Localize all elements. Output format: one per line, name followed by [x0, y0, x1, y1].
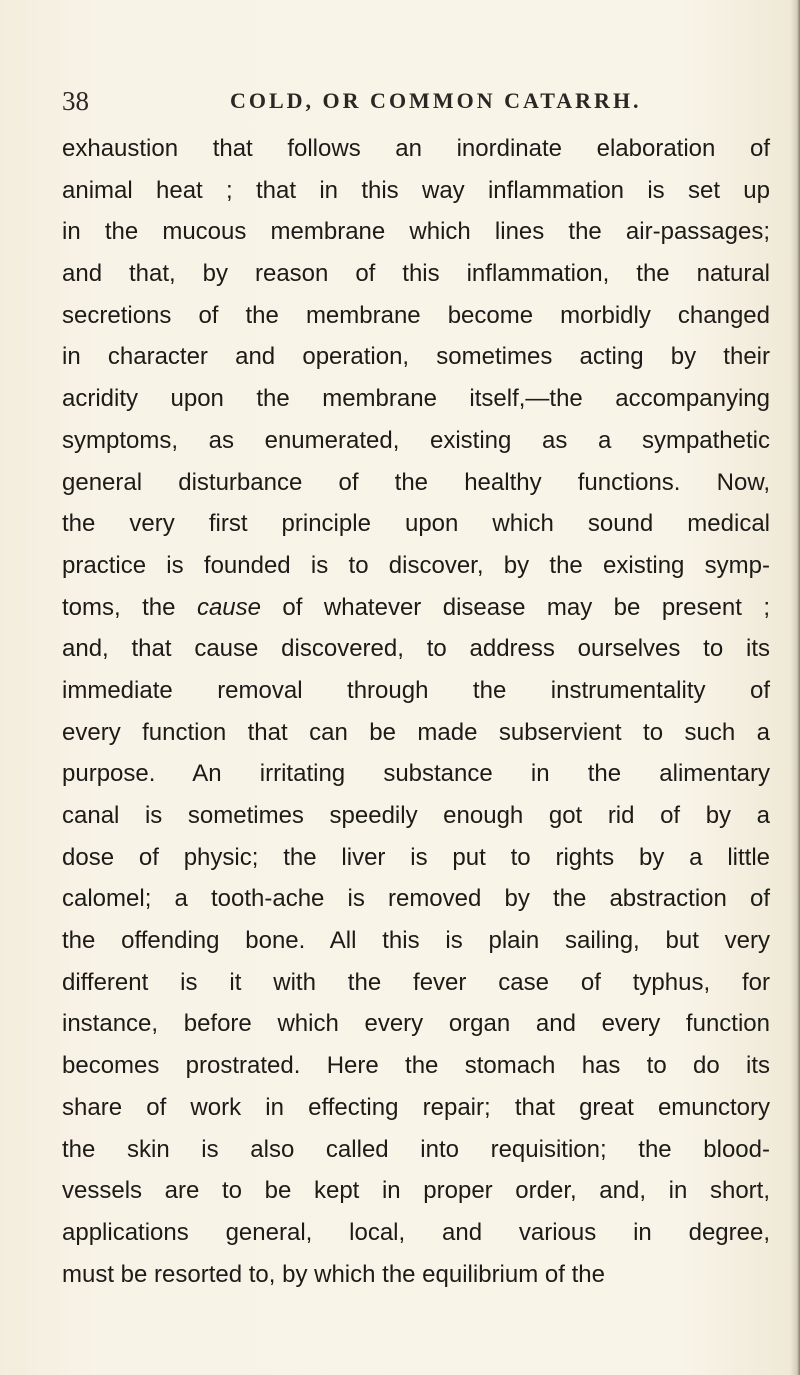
text-line: and that, by reason of this inflammation, the natural — [62, 260, 770, 288]
text-line: applications general, local, and various in degree, — [62, 1218, 770, 1246]
text-line: the very first principle upon which sound medical — [62, 510, 770, 538]
body-text — [62, 128, 770, 1295]
text-line: the offending bone. All this is plain sailing, but very — [62, 927, 770, 955]
text-line: becomes prostrated. Here the stomach has to do its — [62, 1052, 770, 1080]
text-line: practice is founded is to discover, by the existing symp- — [62, 551, 770, 579]
text-line: and, that cause discovered, to address ourselves to its — [62, 635, 770, 663]
text-line: canal is sometimes speedily enough got rid of by a — [62, 802, 770, 829]
text-line: share of work in effecting repair; that great emunctory — [62, 1093, 770, 1121]
text-line: acridity upon the membrane itself,—the accompanying — [62, 385, 770, 413]
emphasized-word: cause — [196, 593, 261, 621]
text-line: must be resorted to, by which the equilibrium of the — [62, 1260, 605, 1288]
text-line: general disturbance of the healthy functions. Now, — [62, 468, 770, 496]
text-line: the skin is also called into requisition; the blood- — [62, 1135, 770, 1163]
text-line: immediate removal through the instrumentality of — [62, 676, 770, 704]
page-number: 38 — [62, 86, 89, 116]
running-head — [62, 86, 762, 120]
page-edge-shadow — [790, 0, 800, 1375]
running-title: COLD, OR COMMON CATARRH. — [230, 88, 642, 113]
line-segment: toms, the — [62, 593, 197, 621]
text-line: calomel; a tooth-ache is removed by the abstraction of — [62, 885, 770, 913]
text-line: dose of physic; the liver is put to rights by a little — [62, 843, 770, 871]
text-line: different is it with the fever case of typhus, for — [62, 968, 770, 996]
text-line: in character and operation, sometimes acting by their — [62, 343, 770, 371]
text-line: animal heat ; that in this way inflammation is set up — [62, 176, 770, 204]
text-line: every function that can be made subservient to such a — [62, 718, 770, 746]
text-line — [62, 587, 770, 629]
text-line: purpose. An irritating substance in the alimentary — [62, 760, 770, 788]
text-line: secretions of the membrane become morbidly changed — [62, 301, 770, 329]
text-line: exhaustion that follows an inordinate elaboration of — [62, 135, 770, 162]
text-line: in the mucous membrane which lines the air-passages; — [62, 218, 770, 246]
text-line: symptoms, as enumerated, existing as a sympathetic — [62, 426, 770, 454]
text-line: instance, before which every organ and every function — [62, 1010, 770, 1038]
line-segment: of whatever disease may be present ; — [260, 593, 770, 621]
text-line: vessels are to be kept in proper order, and, in short, — [62, 1177, 770, 1205]
